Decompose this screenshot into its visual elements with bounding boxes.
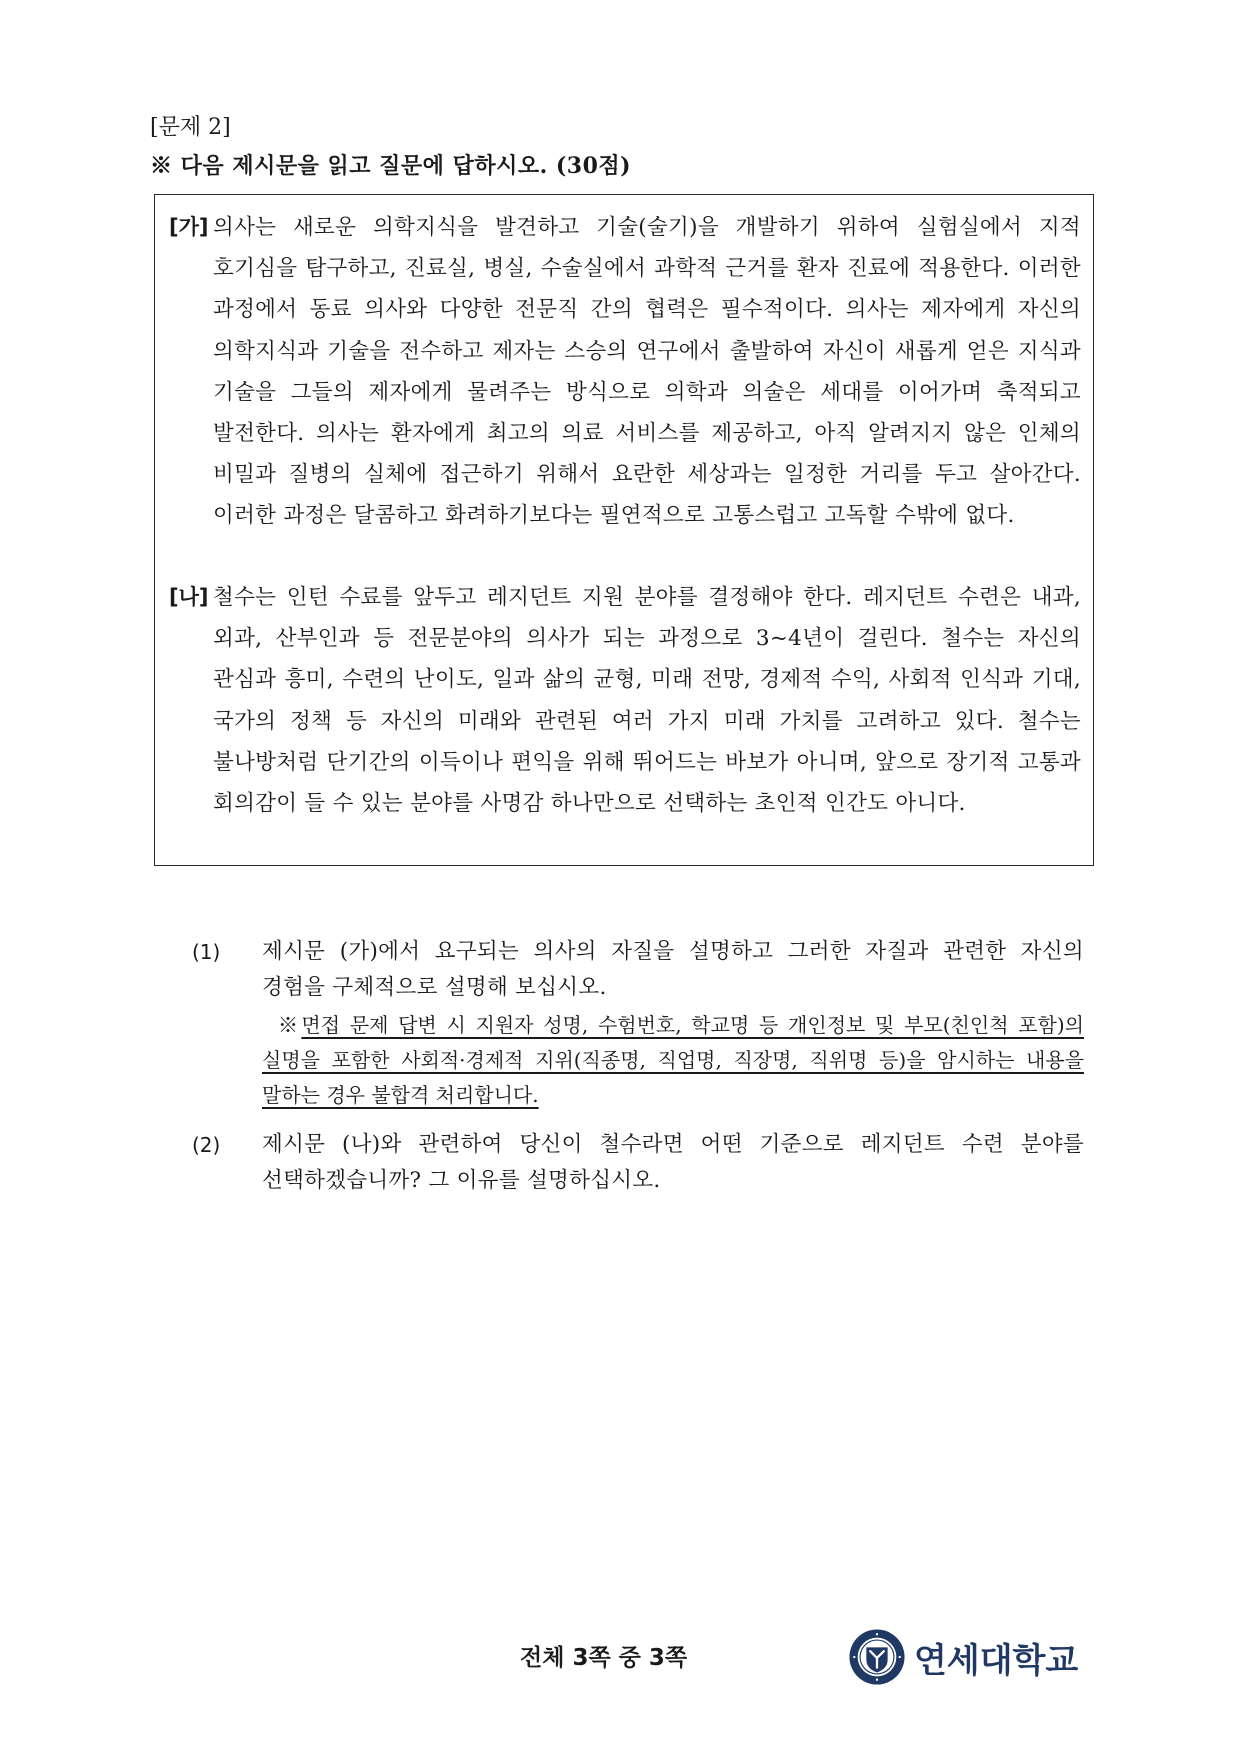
- university-logo: [848, 1628, 1078, 1686]
- passage-text-na: 철수는 인턴 수료를 앞두고 레지던트 지원 분야를 결정해야 한다. 레지던트 수련은 내과, 외과, 산부인과 등 전문분야의 의사가 되는 과정으로 3~4년이 걸린다. 철수는 자신의 관심과 흥미, 수련의 난이도, 일과 삶의 균형, 미래 전망, 경제적 수익, 사회적 인식과 기대, 국가의 정책 등 자신의 미래와 관련된 여러 가지 미래 가치를 고려하고 있다. 철수는 불나방처럼 단기간의 이득이나 편익을 위해 뛰어드는 바보가 아니며, 앞으로 장기적 고통과 회의감이 들 수 있는 분야를 사명감 하나만으로 선택하는 초인적 인간도 아니다.: [213, 585, 1081, 817]
- notice-mark: ※: [278, 1013, 302, 1037]
- university-name: 연세대학교: [914, 1640, 1079, 1681]
- instruction-text: ※ 다음 제시문을 읽고 질문에 답하시오. (30점): [150, 153, 632, 179]
- passage-label-na: [나]: [169, 585, 209, 609]
- question-number-1: (1): [192, 940, 221, 964]
- question-2: [192, 1127, 1084, 1199]
- passage-text-ga: 의사는 새로운 의학지식을 발견하고 기술(술기)을 개발하기 위하여 실험실에서 지적 호기심을 탐구하고, 진료실, 병실, 수술실에서 과학적 근거를 환자 진료에 적용한다. 이러한 과정에서 동료 의사와 다양한 전문직 간의 협력은 필수적이다. 의사는 제자에게 자신의 의학지식과 기술을 전수하고 제자는 스승의 연구에서 출발하여 자신이 새롭게 얻은 지식과 기술을 그들의 제자에게 물려주는 방식으로 의학과 의술은 세대를 이어가며 축적되고 발전한다. 의사는 환자에게 최고의 의료 서비스를 제공하고, 아직 알려지지 않은 인체의 비밀과 질병의 실체에 접근하기 위해서 요란한 세상과는 일정한 거리를 두고 살아간다. 이러한 과정은 달콤하고 화려하기보다는 필연적으로 고통스럽고 고독할 수밖에 없다.: [213, 215, 1081, 529]
- passage-box: [154, 194, 1094, 866]
- passage-ga: [169, 207, 1081, 537]
- passage-label-ga: [가]: [169, 215, 209, 239]
- page-indicator: 전체 3쪽 중 3쪽: [520, 1645, 688, 1671]
- privacy-notice: [262, 1008, 1084, 1113]
- question-number-2: (2): [192, 1133, 221, 1157]
- passage-na: [169, 577, 1081, 824]
- question-1: [192, 934, 1084, 1113]
- yonsei-seal-icon: [848, 1628, 906, 1686]
- problem-title: [문제 2]: [150, 115, 231, 140]
- notice-text: 면접 문제 답변 시 지원자 성명, 수험번호, 학교명 등 개인정보 및 부모(친인척 포함)의 실명을 포함한 사회적·경제적 지위(직종명, 직업명, 직장명, 직위명 등)을 암시하는 내용을 말하는 경우 불합격 처리합니다.: [262, 1013, 1085, 1107]
- question-text-2: 제시문 (나)와 관련하여 당신이 철수라면 어떤 기준으로 레지던트 수련 분야를 선택하겠습니까? 그 이유를 설명하십시오.: [262, 1132, 1084, 1193]
- question-text-1: 제시문 (가)에서 요구되는 의사의 자질을 설명하고 그러한 자질과 관련한 자신의 경험을 구체적으로 설명해 보십시오.: [262, 939, 1084, 1000]
